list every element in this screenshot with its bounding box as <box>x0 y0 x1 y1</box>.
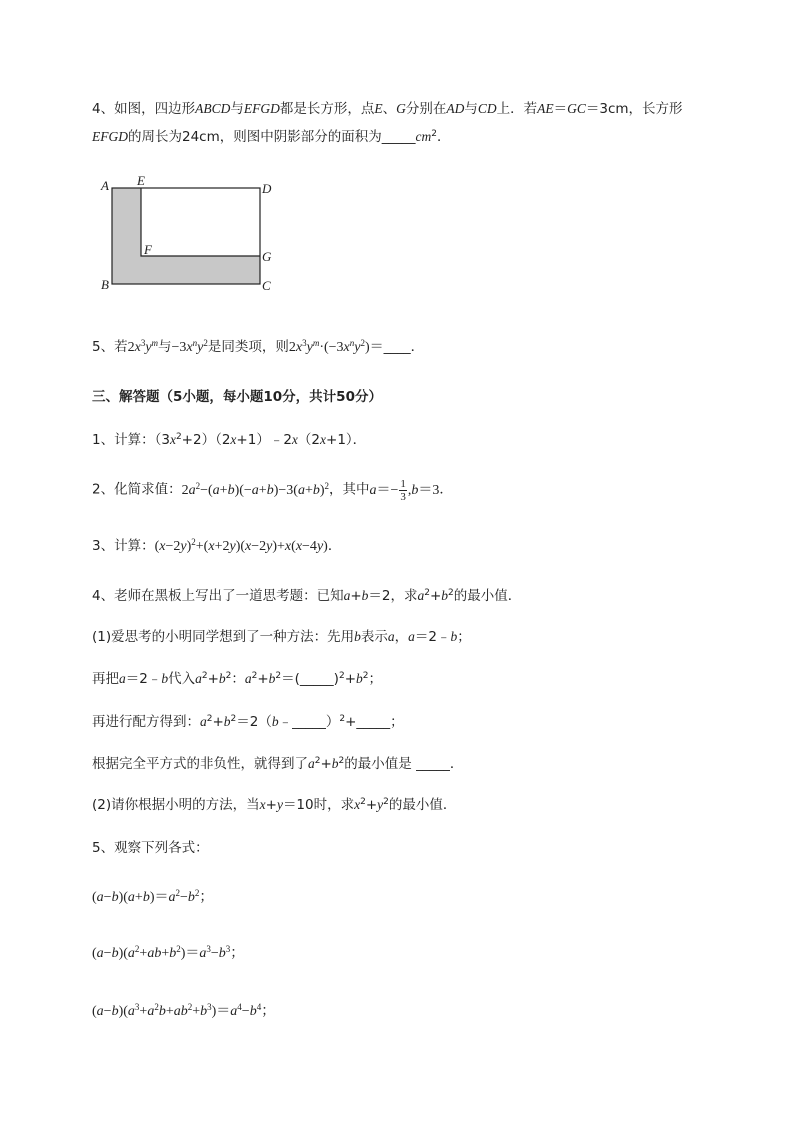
solve-1: 1、计算：$(3x^2+2)(2x+1)﹣2x(2x+1)$． <box>92 432 367 448</box>
label-a: A <box>101 178 109 193</box>
label-f: F <box>144 242 152 257</box>
label-c: C <box>262 278 271 293</box>
solve-5-intro: 5、观察下列各式： <box>92 840 209 856</box>
solve-4-p4: 根据完全平方式的非负性，就得到了$a^2+b^2$的最小值是 _____． <box>92 756 464 772</box>
solve-5-eq3: $(a-b)(a^3+a^2b+ab^2+b^3)=a^4-b^4$； <box>92 1002 276 1019</box>
fraction-one-third: $\frac{1}{3}$ <box>400 478 406 503</box>
q4-line1: 4、如图，四边形ABCD与EFGD都是长方形，点E、G分别在AD与CD上．若AE＝GC＝3cm，长方形 <box>92 101 683 117</box>
q5-line: 5、若$2x^3y^m$与$-3x^ny^2$是同类项，则$2x^3y^m\cdot(-3x^ny^2)=\_\_\_\_$． <box>92 338 425 355</box>
solve-4-intro: 4、老师在黑板上写出了一道思考题：已知a+b＝2，求$a^2+b^2$的最小值． <box>92 588 522 604</box>
solve-2: 2、化简求值：$2a^2-(a+b)(-a+b)-3(a+b)^2$，其中a＝− $\frac{1}{3}$ ,b＝3． <box>92 478 453 503</box>
solve-4-p1: (1)爱思考的小明同学想到了一种方法：先用b表示a，a＝2﹣b； <box>92 629 471 645</box>
label-e: E <box>137 173 145 188</box>
solve-4-p3: 再进行配方得到：$a^2+b^2=2(b﹣\_\_\_\_\_)^2+\_\_\_\_\_$； <box>92 714 404 730</box>
shaded-region <box>112 188 260 284</box>
section3-title: 三、解答题（5小题，每小题10分，共计50分） <box>92 389 382 405</box>
solve-3: 3、计算：$(x-2y)^2+(x+2y)(x-2y)+x(x-4y)$． <box>92 537 342 554</box>
rectangle-figure <box>95 172 295 302</box>
solve-4-p5: (2)请你根据小明的方法，当x+y＝10时，求$x^2+y^2$的最小值． <box>92 797 457 813</box>
label-d: D <box>262 181 272 196</box>
solve-5-eq1: $(a-b)(a+b)=a^2-b^2$； <box>92 888 214 905</box>
solve-4-p2: 再把a＝2﹣b代入$a^2+b^2$：$a^2+b^2=(\_\_\_\_\_)^2+b^2$； <box>92 671 382 687</box>
label-g: G <box>262 249 272 264</box>
rect-efgd-edges <box>141 188 260 256</box>
q4-line2: EFGD的周长为24cm，则图中阴影部分的面积为$\_\_\_\_\_cm^2$． <box>92 129 451 145</box>
label-b: B <box>101 277 109 292</box>
solve-5-eq2: $(a-b)(a^2+ab+b^2)=a^3-b^3$； <box>92 944 245 961</box>
